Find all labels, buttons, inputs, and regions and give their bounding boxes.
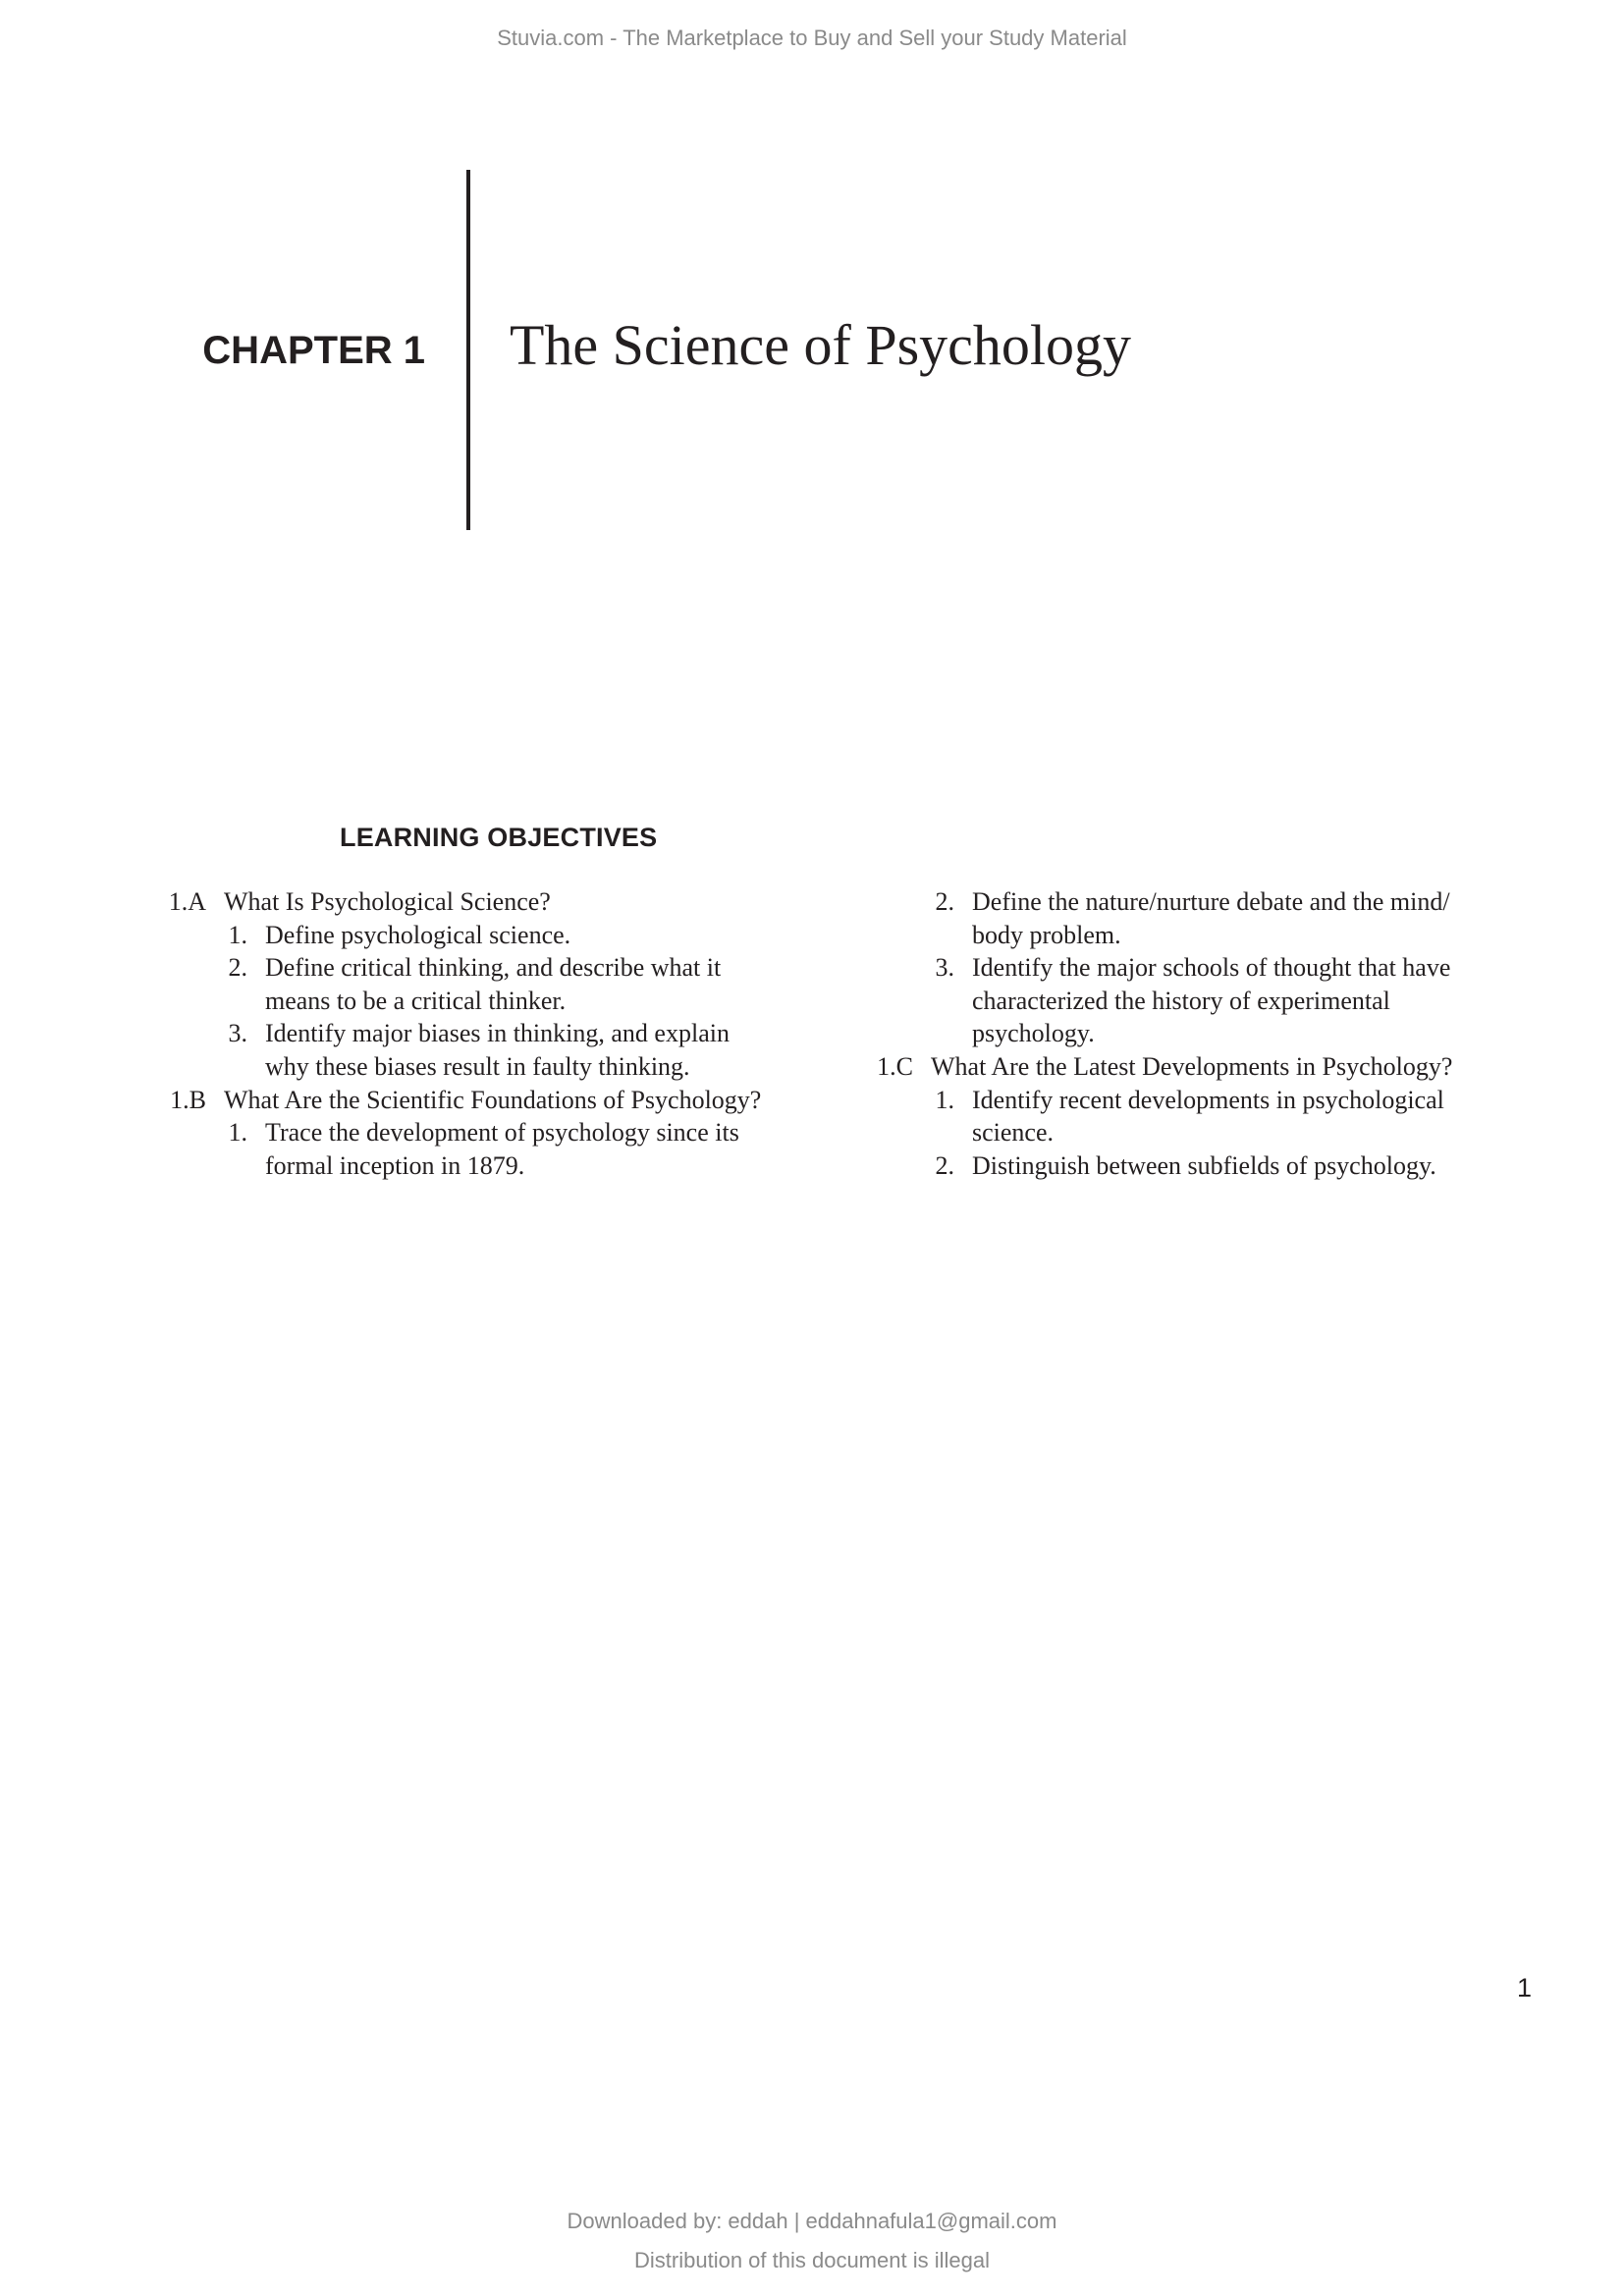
objective-number: 1. bbox=[228, 1118, 247, 1148]
objective-text: Distinguish between subfields of psychology. bbox=[972, 1150, 1436, 1180]
objective-line: why these biases result in faulty thinking. bbox=[265, 1051, 690, 1081]
objective-line: psychology. bbox=[972, 1019, 1095, 1048]
objective-number: 2. bbox=[935, 1150, 954, 1180]
objective-number: 3. bbox=[228, 1019, 247, 1048]
chapter-divider bbox=[466, 170, 470, 530]
objective-line: science. bbox=[972, 1118, 1055, 1148]
objective-line: Identify the major schools of thought that have bbox=[972, 953, 1451, 983]
objective-text bbox=[972, 885, 1522, 951]
section-title: What Are the Latest Developments in Psychology? bbox=[931, 1051, 1453, 1081]
objective-line: Trace the development of psychology since its bbox=[265, 1118, 739, 1148]
chapter-title: The Science of Psychology bbox=[510, 313, 1132, 377]
objective-number: 2. bbox=[228, 953, 247, 983]
section-heading bbox=[147, 885, 835, 919]
section-heading bbox=[854, 1050, 1522, 1084]
objective-item bbox=[854, 1084, 1522, 1149]
objective-text bbox=[265, 1017, 835, 1083]
objective-item bbox=[147, 1116, 835, 1182]
objective-line: Identify major biases in thinking, and explain bbox=[265, 1019, 730, 1048]
chapter-label: CHAPTER 1 bbox=[202, 329, 425, 372]
section-number: 1.B bbox=[170, 1085, 206, 1114]
objective-line: means to be a critical thinker. bbox=[265, 986, 567, 1015]
objective-line: Define critical thinking, and describe what it bbox=[265, 953, 722, 983]
objective-number: 1. bbox=[228, 920, 247, 949]
objective-line: formal inception in 1879. bbox=[265, 1150, 525, 1180]
objective-item bbox=[854, 1149, 1522, 1183]
objective-line: Identify recent developments in psychological bbox=[972, 1085, 1444, 1114]
objective-item bbox=[147, 1017, 835, 1083]
objective-number: 3. bbox=[935, 953, 954, 983]
objective-text bbox=[265, 951, 835, 1017]
section-number: 1.A bbox=[168, 887, 206, 916]
objective-line: characterized the history of experimental bbox=[972, 986, 1390, 1015]
distribution-notice: Distribution of this document is illegal bbox=[634, 2248, 990, 2272]
learning-objectives-heading: LEARNING OBJECTIVES bbox=[340, 823, 658, 852]
objective-number: 2. bbox=[935, 887, 954, 916]
download-info: Downloaded by: eddah | eddahnafula1@gmail.com bbox=[567, 2209, 1057, 2233]
objective-text bbox=[972, 951, 1522, 1050]
objective-text: Define psychological science. bbox=[265, 920, 571, 949]
objective-item bbox=[854, 885, 1522, 951]
section-number: 1.C bbox=[877, 1051, 913, 1081]
objective-line: body problem. bbox=[972, 920, 1121, 949]
objective-line: Define the nature/nurture debate and the mind/ bbox=[972, 887, 1450, 916]
objective-item bbox=[147, 951, 835, 1017]
objective-text bbox=[265, 1116, 835, 1182]
objective-item bbox=[147, 919, 835, 952]
objective-item bbox=[854, 951, 1522, 1050]
objectives-right-column bbox=[854, 885, 1522, 1182]
objective-text bbox=[972, 1084, 1522, 1149]
site-banner: Stuvia.com - The Marketplace to Buy and Sell your Study Material bbox=[497, 26, 1127, 50]
page-number: 1 bbox=[1517, 1973, 1533, 2002]
section-title: What Are the Scientific Foundations of Psychology? bbox=[224, 1085, 762, 1114]
section-heading bbox=[147, 1084, 835, 1117]
section-title: What Is Psychological Science? bbox=[224, 887, 551, 916]
objectives-left-column bbox=[147, 885, 835, 1182]
objective-number: 1. bbox=[935, 1085, 954, 1114]
